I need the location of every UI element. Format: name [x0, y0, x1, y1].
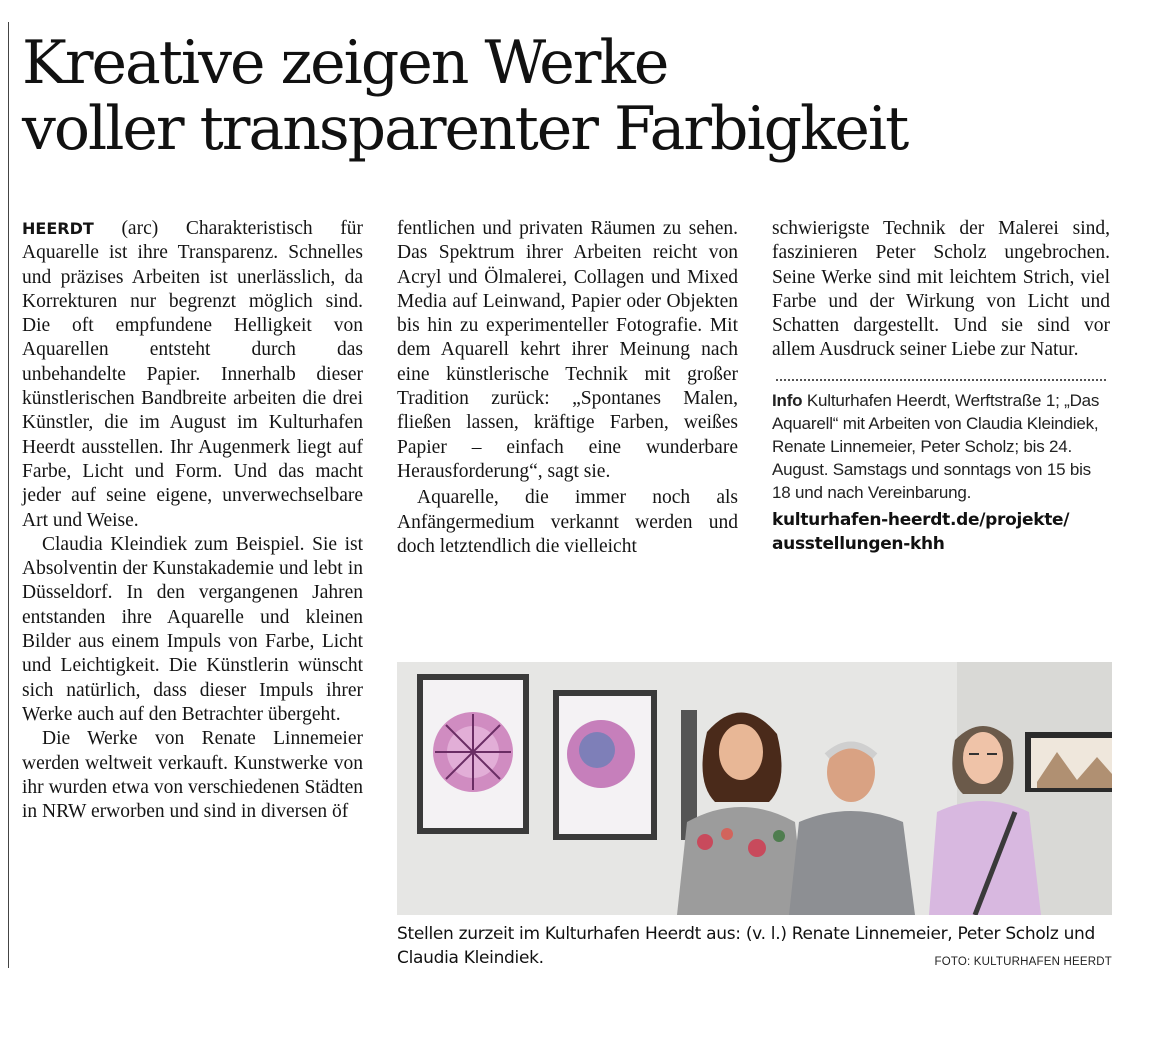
article-column-3 [772, 217, 1110, 556]
article-column-2 [397, 217, 738, 559]
article-paragraph: fentlichen und privaten Räumen zu sehen. Das Spektrum ihrer Arbeiten reicht von Acryl und Ölmalerei, Collagen und Mixed Media auf Leinwand, Papier oder Objekten bis hin zu experimenteller Fotografie. Mit dem Aquarell kehrt ihrer Meinung nach eine künstlerische Technik mit großer Tradition zurück: „Spontanes Malen, fließen lassen, kräftige Farben, weißes Papier – einfach eine wunderbare Herausforderung“, sagt sie. [397, 218, 738, 482]
article-paragraph [22, 217, 363, 533]
dateline: HEERDT [22, 219, 94, 238]
headline [22, 30, 1122, 162]
info-text: Kulturhafen Heerdt, Werftstraße 1; „Das Aquarell“ mit Arbeiten von Claudia Kleindiek, Renate Linnemeier, Peter Scholz; bis 24. August. Samstags und sonntags von 15 bis 18 und nach Vereinbarung. [772, 390, 1100, 502]
article-paragraph: Die Werke von Renate Linnemeier werden weltweit verkauft. Kunstwerke von ihr wurden etwa von verschiedenen Städten in NRW erworben und sind in diversen öf [22, 728, 363, 823]
article-photo [397, 662, 1112, 915]
article-column-1 [22, 217, 363, 824]
info-box [772, 389, 1110, 504]
info-label: Info [772, 390, 803, 410]
exhibition-photo [397, 662, 1112, 915]
photo-caption: Stellen zurzeit im Kulturhafen Heerdt aus: (v. l.) Renate Linnemeier, Peter Scholz und Claudia Kleindiek. [397, 924, 1096, 968]
article-paragraph: schwierigste Technik der Malerei sind, faszinieren Peter Scholz ungebrochen. Seine Werke sind mit leichtem Strich, viel Farbe und der Wirkung von Licht und Schatten dargestellt. Und sie sind vor allem Ausdruck seiner Liebe zur Natur. [772, 218, 1110, 361]
column-rule [8, 22, 9, 968]
article-paragraph: Claudia Kleindiek zum Beispiel. Sie ist Absolventin der Kunstakademie und lebt in Düsseldorf. In den vergangenen Jahren entstanden ihre Aquarelle und kleinen Bilder aus einem Impuls von Farbe, Licht und Leichtigkeit. Die Künstlerin wünscht sich natürlich, dass dieser Impuls ihrer Werke auch auf den Betrachter übergeht. [22, 533, 363, 725]
headline-line-2: voller transparenter Farbigkeit [22, 94, 908, 164]
photo-credit: FOTO: KULTURHAFEN HEERDT [934, 956, 1112, 968]
article-paragraph: Aquarelle, die immer noch als Anfängermedium verkannt werden und doch letztendlich die vielleicht [397, 487, 738, 557]
info-link[interactable]: kulturhafen-heerdt.de/projekte/ ausstellungen-khh [772, 509, 1070, 554]
headline-line-1: Kreative zeigen Werke [22, 28, 668, 98]
info-divider [776, 379, 1106, 381]
paragraph-text: (arc) Charakteristisch für Aquarelle ist ihre Transparenz. Schnelles und präzises Arbeiten ist unerlässlich, da Korrekturen nur begrenzt möglich sind. Die oft empfundene Helligkeit von Aquarellen entsteht durch das unbehandelte Papier. Innerhalb dieser künstlerischen Bandbreite arbeiten die drei Künstler, die im August im Kulturhafen Heerdt ausstellen. Ihr Augenmerk liegt auf Farbe, Licht und Form. Und das macht jeder auf seine eigene, unverwechselbare Art und Weise. [22, 218, 364, 531]
